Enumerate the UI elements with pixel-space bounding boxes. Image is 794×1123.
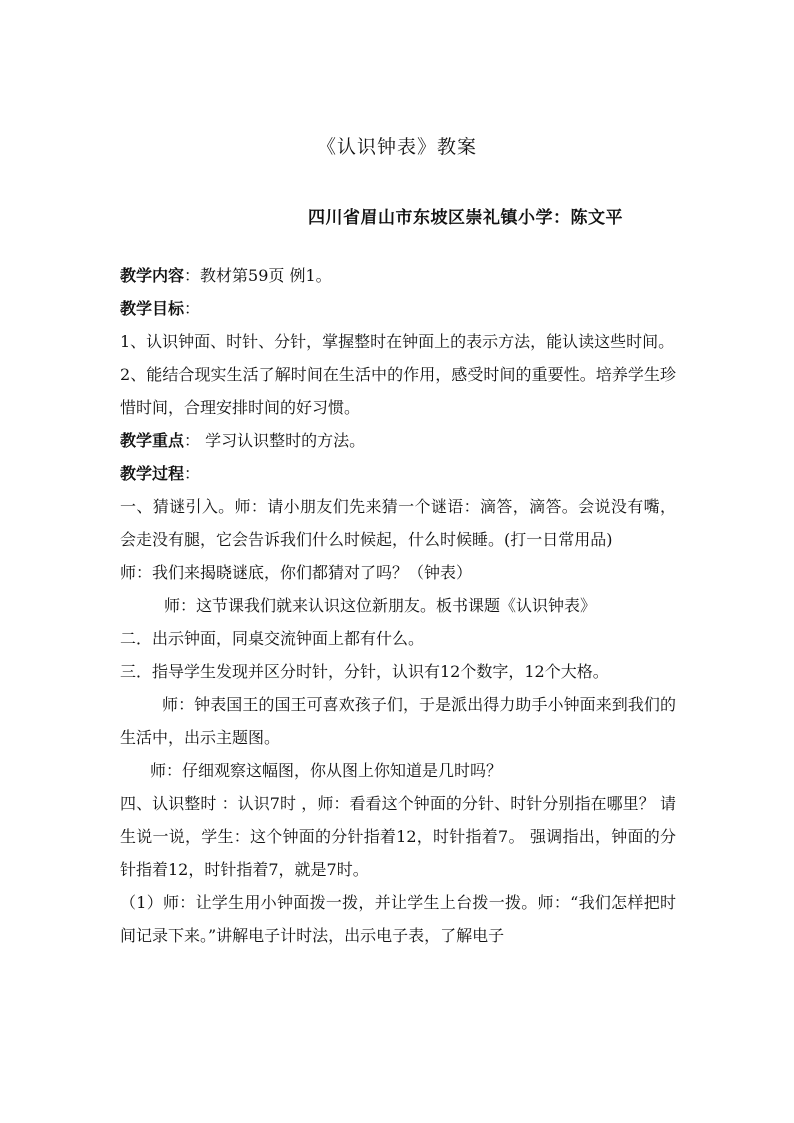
document-title: 《认识钟表》教案 (316, 136, 477, 158)
process-step-1-question: 师：我们来揭晓谜底，你们都猜对了吗？（钟表） (120, 563, 473, 582)
process-step-2: 二．出示钟面，同桌交流钟面上都有什么。 (120, 629, 425, 648)
key-point-text: ： 学习认识整时的方法。 (184, 431, 366, 450)
process-step-1: 一、猜谜引入。师：请小朋友们先来猜一个谜语：滴答，滴答。会说没有嘴，会走没有腿，它会告诉我们什么时候起，什么时候睡。(打一日常用品) (120, 497, 676, 549)
process-step-4-1: （1）师：让学生用小钟面拨一拨，并让学生上台拨一拨。师：“我们怎样把时间记录下来。”讲解电子计时法，出示电子表，了解电子 (120, 893, 676, 945)
process-step-3-story: 师：钟表国王的国王可喜欢孩子们，于是派出得力助手小钟面来到我们的生活中，出示主题图。 (120, 695, 676, 747)
teaching-process-label: 教学过程 (120, 464, 185, 483)
teaching-content-label: 教学内容 (120, 266, 185, 285)
teaching-objectives-heading (120, 292, 676, 325)
process-step-4: 四、认识整时 ：认识7时 ，师：看看这个钟面的分针、时针分别指在哪里？ 请生说一说，学生：这个钟面的分针指着12，时针指着7。 强调指出，钟面的分针指着12，时针指着7，就是7时。 (120, 794, 676, 879)
process-step-3: 三．指导学生发现并区分时针，分针，认识有12个数字，12个大格。 (120, 662, 609, 681)
teaching-content-text: ：教材第59页 例1。 (184, 266, 332, 285)
teaching-objectives-label: 教学目标 (120, 299, 185, 318)
teaching-process-heading (120, 457, 676, 490)
objective-item-1: 1、认识钟面、时针、分针，掌握整时在钟面上的表示方法，能认读这些时间。 (120, 332, 675, 351)
key-point-paragraph (120, 424, 676, 457)
teaching-process-colon: ： (184, 464, 201, 483)
process-step-1-intro: 师：这节课我们就来认识这位新朋友。板书课题《认识钟表》 (164, 596, 597, 615)
teaching-content-paragraph (120, 259, 676, 292)
process-step-3-observe: 师：仔细观察这幅图，你从图上你知道是几时吗？ (150, 761, 503, 780)
key-point-label: 教学重点 (120, 431, 185, 450)
author-line: 四川省眉山市东坡区崇礼镇小学：陈文平 (308, 208, 623, 228)
teaching-objectives-colon: ： (184, 299, 201, 318)
objective-item-2: 2、能结合现实生活了解时间在生活中的作用，感受时间的重要性。培养学生珍惜时间，合理安排时间的好习惯。 (120, 365, 676, 417)
lesson-body (120, 259, 676, 952)
